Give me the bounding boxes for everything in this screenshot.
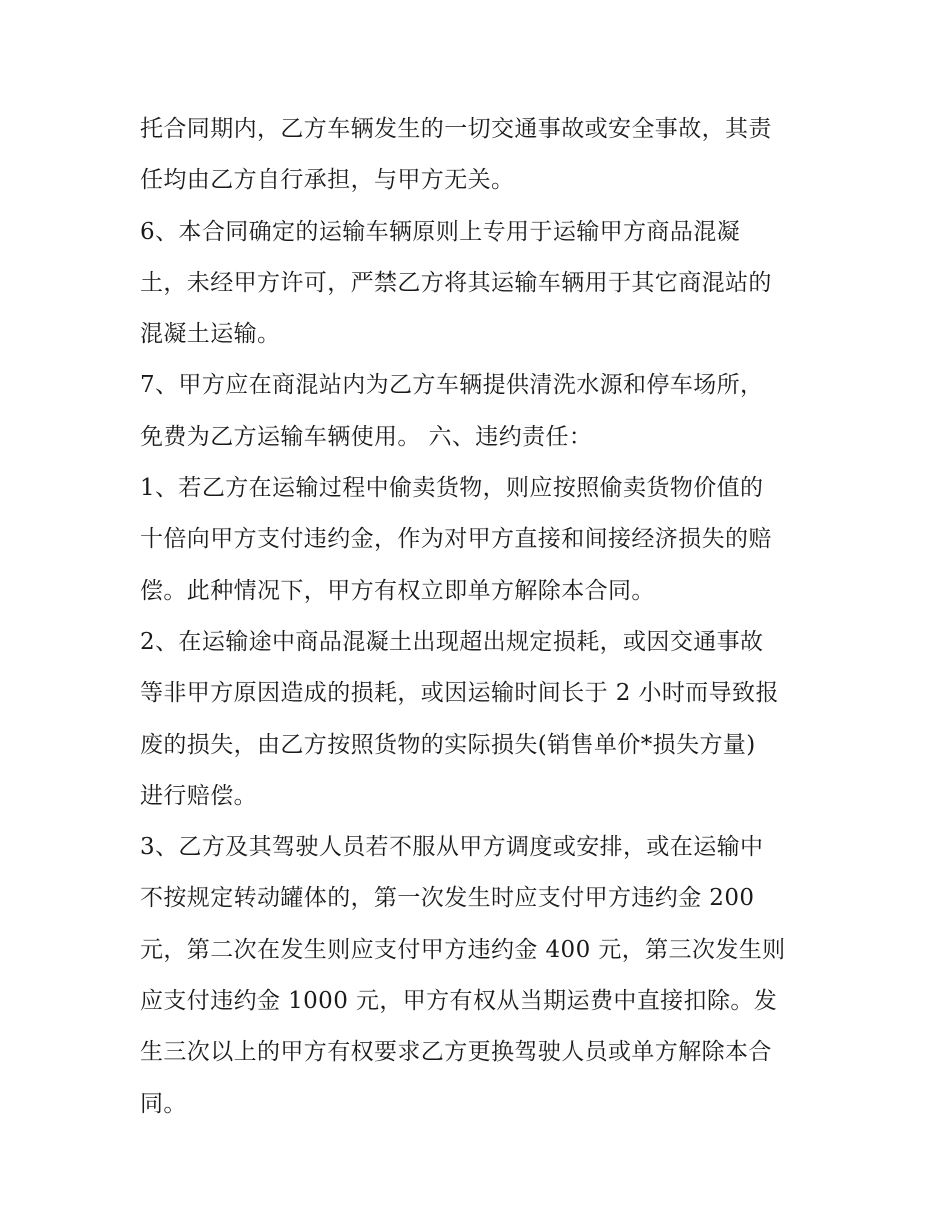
text-line: 进行赔偿。 (140, 782, 257, 809)
text-line: 偿。此种情况下，甲方有权立即单方解除本合同。 (140, 577, 655, 604)
text-line: 不按规定转动罐体的，第一次发生时应支付甲方违约金 200 (140, 885, 755, 912)
text-line: 2、在运输途中商品混凝土出现超出规定损耗，或因交通事故 (140, 628, 764, 655)
text-line: 同。 (140, 1090, 187, 1117)
text-line: 生三次以上的甲方有权要求乙方更换驾驶人员或单方解除本合 (140, 1039, 772, 1066)
text-line: 3、乙方及其驾驶人员若不服从甲方调度或安排，或在运输中 (140, 834, 764, 861)
text-line: 免费为乙方运输车辆使用。 六、违约责任： (140, 423, 593, 450)
text-line: 混凝土运输。 (140, 321, 281, 348)
text-line: 托合同期内，乙方车辆发生的一切交通事故或安全事故，其责 (140, 116, 772, 142)
text-line: 应支付违约金 1000 元，甲方有权从当期运费中直接扣除。发 (140, 988, 778, 1015)
text-line: 任均由乙方自行承担，与甲方无关。 (140, 167, 515, 194)
text-line: 等非甲方原因造成的损耗，或因运输时间长于 2 小时而导致报 (140, 680, 779, 707)
text-line: 1、若乙方在运输过程中偷卖货物，则应按照偷卖货物价值的 (140, 475, 764, 502)
text-line: 7、甲方应在商混站内为乙方车辆提供清洗水源和停车场所， (140, 372, 764, 399)
text-line: 土，未经甲方许可，严禁乙方将其运输车辆用于其它商混站的 (140, 269, 772, 296)
text-line: 元，第二次在发生则应支付甲方违约金 400 元，第三次发生则 (140, 936, 786, 963)
document-body (140, 104, 820, 1130)
text-line: 6、本合同确定的运输车辆原则上专用于运输甲方商品混凝 (140, 218, 741, 245)
text-line: 废的损失，由乙方按照货物的实际损失(销售单价*损失方量) (140, 731, 756, 758)
text-line: 十倍向甲方支付违约金，作为对甲方直接和间接经济损失的赔 (140, 526, 772, 553)
